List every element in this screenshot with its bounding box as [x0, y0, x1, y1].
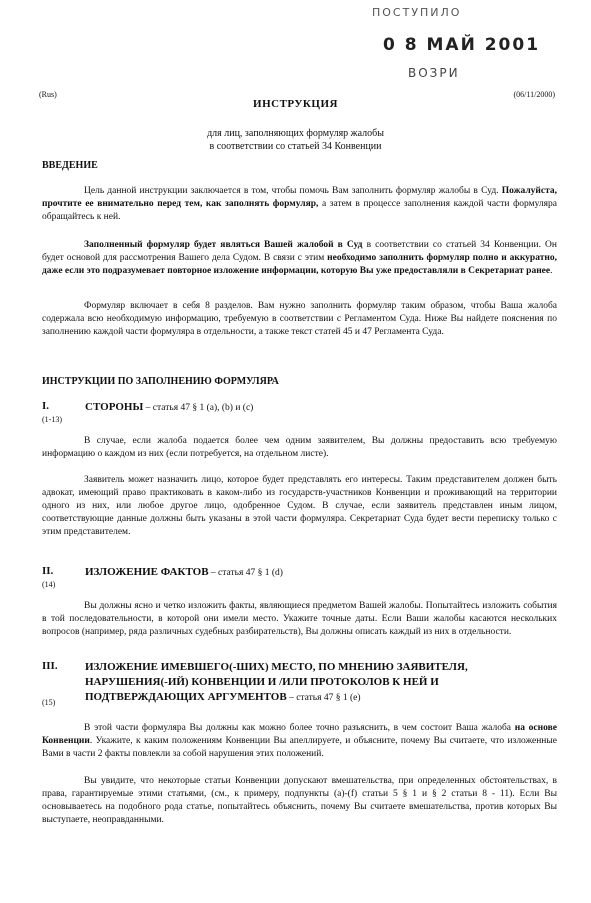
- section-1-ref: (1-13): [42, 415, 62, 424]
- version-date: (06/11/2000): [513, 90, 555, 99]
- page-subtitle: для лиц, заполняющих формуляр жалобы в соответствии со статьей 34 Конвенции: [207, 128, 384, 152]
- received-stamp: ПОСТУПИЛО: [372, 6, 462, 19]
- intro-heading: ВВЕДЕНИЕ: [42, 160, 98, 171]
- section-3-title: ИЗЛОЖЕНИЕ ИМЕВШЕГО(-ШИХ) МЕСТО, ПО МНЕНИЮ ЗАЯВИТЕЛЯ, НАРУШЕНИЯ(-ИЙ) КОНВЕНЦИИ И /ИЛИ ПРОТОКОЛОВ К НЕЙ И ПОДТВЕРЖДАЮЩИХ АРГУМЕНТОВ – статья 47 § 1 (e): [85, 661, 468, 703]
- stamp-code: ВОЗРИ: [408, 66, 460, 80]
- intro-paragraph-3: Формуляр включает в себя 8 разделов. Вам нужно заполнить формуляр таким образом, чтобы Ваша жалоба содержала всю необходимую информацию, требуемую в соответствии с Регламентом Суда. Ниже Вы найдете пояснения по заполнению каждой части формуляра в отдельности, а также текст статей 45 и 47 Регламента Суда.: [42, 301, 557, 337]
- section-1-number: I.: [42, 400, 50, 412]
- section-3-number: III.: [42, 660, 58, 672]
- received-date-stamp: 0 8 МАЙ 2001: [383, 35, 541, 55]
- section-3-paragraph-2: Вы увидите, что некоторые статьи Конвенции допускают вмешательства, при определенных обстоятельствах, в права, гарантируемые этими статьями, (см., к примеру, подпункты (а)-(f) статьи 5 § 1 и § 2 статьи 8 - 11). Если Вы основываетесь на подобного рода статье, попытайтесь объяснить, почему Вы считаете вмешательства, против которых Вы выступаете, неоправданными.: [42, 776, 557, 825]
- intro-paragraph-1: Цель данной инструкции заключается в том, чтобы помочь Вам заполнить формуляр жалобы в Суд. Пожалуйста, прочтите ее внимательно перед тем, как заполнять формуляр, а затем в процессе заполнения каждой части формуляра обращайтесь к ней.: [42, 186, 558, 222]
- instructions-heading: ИНСТРУКЦИИ ПО ЗАПОЛНЕНИЮ ФОРМУЛЯРА: [42, 376, 279, 387]
- section-1-title: СТОРОНЫ – статья 47 § 1 (a), (b) и (c): [85, 401, 254, 413]
- section-1-paragraph-2: Заявитель может назначить лицо, которое будет представлять его интересы. Таким представителем должен быть адвокат, имеющий право практиковать в каком-либо из государств-участников Конвенции и проживающий на территории одного из них, или любое другое лицо, одобренное Судом. В случае, если заявитель представлен иным лицом, соответствующие данные должны быть указаны в этой части формуляра. Секретариат Суда будет вести переписку только с этим представителем.: [42, 475, 557, 537]
- section-2-title: ИЗЛОЖЕНИЕ ФАКТОВ – статья 47 § 1 (d): [85, 566, 283, 578]
- intro-paragraph-2: Заполненный формуляр будет являться Вашей жалобой в Суд в соответствии со статьей 34 Конвенции. Он будет основой для рассмотрения Вашего дела Судом. В связи с этим необходимо заполнить формуляр полно и аккуратно, даже если это подразумевает повторное изложение информации, которую Вы уже предоставляли в Секретариат ранее.: [42, 240, 557, 276]
- section-3-paragraph-1: В этой части формуляра Вы должны как можно более точно разъяснить, в чем состоит Ваша жалоба на основе Конвенции. Укажите, к каким положениям Конвенции Вы апеллируете, и объясните, почему Вы считаете, что изложенные Вами в части 2 факты повлекли за собой нарушения этих положений.: [42, 723, 557, 759]
- section-2-ref: (14): [42, 580, 56, 589]
- section-3-ref: (15): [42, 698, 56, 707]
- section-2-number: II.: [42, 565, 54, 577]
- section-1-paragraph-1: В случае, если жалоба подается более чем одним заявителем, Вы должны предоставить всю требуемую информацию о каждом из них (если потребуется, на отдельном листе).: [42, 436, 557, 459]
- page-title: ИНСТРУКЦИЯ: [253, 98, 338, 110]
- section-2-paragraph-1: Вы должны ясно и четко изложить факты, являющиеся предметом Вашей жалобы. Попытайтесь изложить события в той последовательности, в которой они имели место. Укажите точные даты. Если Ваши жалобы касаются нескольких вопросов (например, ряда различных судебных разбирательств), Вы должны описать каждый из них в отдельности.: [42, 601, 557, 637]
- language-code: (Rus): [39, 90, 57, 99]
